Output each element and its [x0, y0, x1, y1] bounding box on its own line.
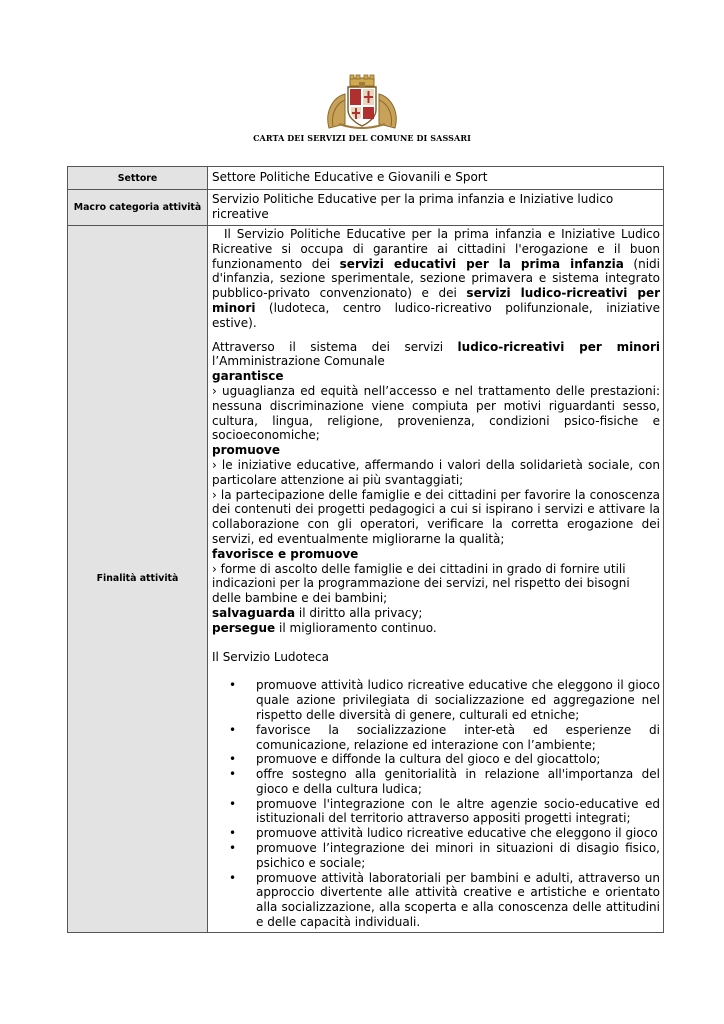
document-header: CARTA DEI SERVIZI DEL COMUNE DI SASSARI: [253, 133, 471, 143]
ludoteca-bullet-item: [212, 752, 660, 767]
bullet-dot-icon: •: [229, 678, 237, 693]
persegue-text: il miglioramento continuo.: [275, 620, 437, 635]
salvaguarda-text: il diritto alla privacy;: [295, 605, 423, 620]
bullet-dot-icon: •: [229, 752, 237, 767]
bullet-dot-icon: •: [229, 841, 237, 856]
ludoteca-bullet-item: [212, 723, 660, 753]
settore-label: Settore: [68, 167, 208, 190]
bullet-dot-icon: •: [229, 722, 237, 737]
promuove-heading: [212, 443, 660, 458]
bullet-text: offre sostegno alla genitorialità in relazione all'importanza del gioco e della cultura ludica;: [256, 767, 660, 796]
garantisce-word: garantisce: [212, 369, 284, 384]
intro-text-2: (nidi d'infanzia, sezione sperimentale, sezione primavera e sistema integrato pubblico-privato convenzionato) e dei: [212, 256, 660, 301]
persegue-line: [212, 621, 660, 636]
finalita-row: [68, 226, 664, 933]
ludoteca-bullet-list: [212, 678, 660, 930]
bullet-dot-icon: •: [229, 796, 237, 811]
ludoteca-bullet-item: [212, 841, 660, 871]
garantisce-item: › uguaglianza ed equità nell’accesso e nel trattamento delle prestazioni: nessuna discriminazione viene compiuta per motivi riguardanti sesso, cultura, lingua, religione, provenienza, condizioni psico-fisiche e socioeconomiche;: [212, 383, 660, 443]
settore-value: Settore Politiche Educative e Giovanili e Sport: [208, 167, 664, 190]
finalita-label: Finalità attività: [68, 226, 208, 933]
principles-intro: [212, 340, 660, 370]
promuove-item-1: › le iniziative educative, affermando i valori della solidarietà sociale, con particolare attenzione ai più svantaggiati;: [212, 457, 660, 487]
bullet-text: promuove attività ludico ricreative educative che eleggono il gioco quale azione privilegiata di socializzazione ed aggregazione nel rispetto delle diversità di genere, culturali ed etniche;: [256, 678, 660, 722]
garantisce-heading: [212, 369, 660, 384]
ludoteca-bullet-item: [212, 826, 660, 841]
bullet-dot-icon: •: [229, 826, 237, 841]
bullet-text: favorisce la socializzazione inter-età ed esperienze di comunicazione, relazione ed interazione con l’ambiente;: [256, 722, 660, 752]
spacer: [212, 636, 660, 650]
promuove-word: promuove: [212, 443, 281, 458]
macro-label: Macro categoria attività: [68, 190, 208, 226]
ludoteca-bullet-item: [212, 767, 660, 797]
favorisce-word: favorisce e promuove: [212, 546, 359, 561]
ludoteca-bullet-item: [212, 797, 660, 827]
municipal-crest-icon: [323, 74, 401, 130]
principles-text-1: Attraverso il sistema dei servizi: [212, 339, 458, 354]
intro-text-3: (ludoteca, centro ludico-ricreativo polifunzionale, iniziative estive).: [212, 300, 660, 330]
bullet-dot-icon: •: [229, 767, 237, 782]
ludoteca-bullet-item: [212, 678, 660, 722]
intro-paragraph: [212, 227, 660, 331]
persegue-word: persegue: [212, 620, 276, 635]
bullet-text: promuove l’integrazione dei minori in situazioni di disagio fisico, psichico e sociale;: [256, 841, 660, 870]
bullet-text: promuove attività laboratoriali per bambini e adulti, attraverso un approccio divertente alle attività creative e artistiche e orientato alla socializzazione, alla scoperta e alla conoscenza delle attitudini e delle capacità individuali.: [256, 870, 660, 930]
salvaguarda-word: salvaguarda: [212, 605, 296, 620]
principles-bold-1: ludico-ricreativi per minori: [457, 339, 661, 354]
bullet-text: promuove attività ludico ricreative educative che eleggono il gioco: [256, 826, 658, 841]
bullet-text: promuove e diffonde la cultura del gioco e del giocattolo;: [256, 752, 601, 767]
principles-text-2: l’Amministrazione Comunale: [212, 354, 385, 369]
service-table: [67, 166, 664, 933]
intro-text-1: Il Servizio Politiche Educative per la prima infanzia e Iniziative Ludico Ricreative si occupa di garantire ai cittadini l'erogazione e il buon funzionamento dei: [212, 227, 660, 271]
salvaguarda-line: [212, 606, 660, 621]
macro-row: [68, 190, 664, 226]
bullet-dot-icon: •: [229, 870, 237, 885]
ludoteca-bullet-item: [212, 871, 660, 930]
ludoteca-title: Il Servizio Ludoteca: [212, 649, 329, 664]
principles-block: [212, 340, 660, 636]
finalita-value: [208, 226, 664, 933]
promuove-item-2: › la partecipazione delle famiglie e dei cittadini per favorire la conoscenza dei contenuti dei progetti pedagogici a cui si ispirano i servizi e attivare la collaborazione con gli operatori, verificare la corretta erogazione dei servizi, ed eventualmente migliorarne la qualità;: [212, 487, 660, 546]
intro-bold-2: servizi ludico-ricreativi per minori: [212, 286, 661, 315]
macro-value: Servizio Politiche Educative per la prima infanzia e Iniziative ludico ricreative: [208, 190, 664, 226]
settore-row: [68, 167, 664, 190]
intro-bold-1: servizi educativi per la prima infanzia: [339, 256, 624, 271]
favorisce-item: › forme di ascolto delle famiglie e dei cittadini in grado di fornire utili indicazioni per la programmazione dei servizi, nel rispetto dei bisogni delle bambine e dei bambini;: [212, 561, 630, 606]
favorisce-heading: [212, 547, 660, 562]
bullet-text: promuove l'integrazione con le altre agenzie socio-educative ed istituzionali del territorio attraverso appositi progetti integrati;: [256, 796, 660, 826]
